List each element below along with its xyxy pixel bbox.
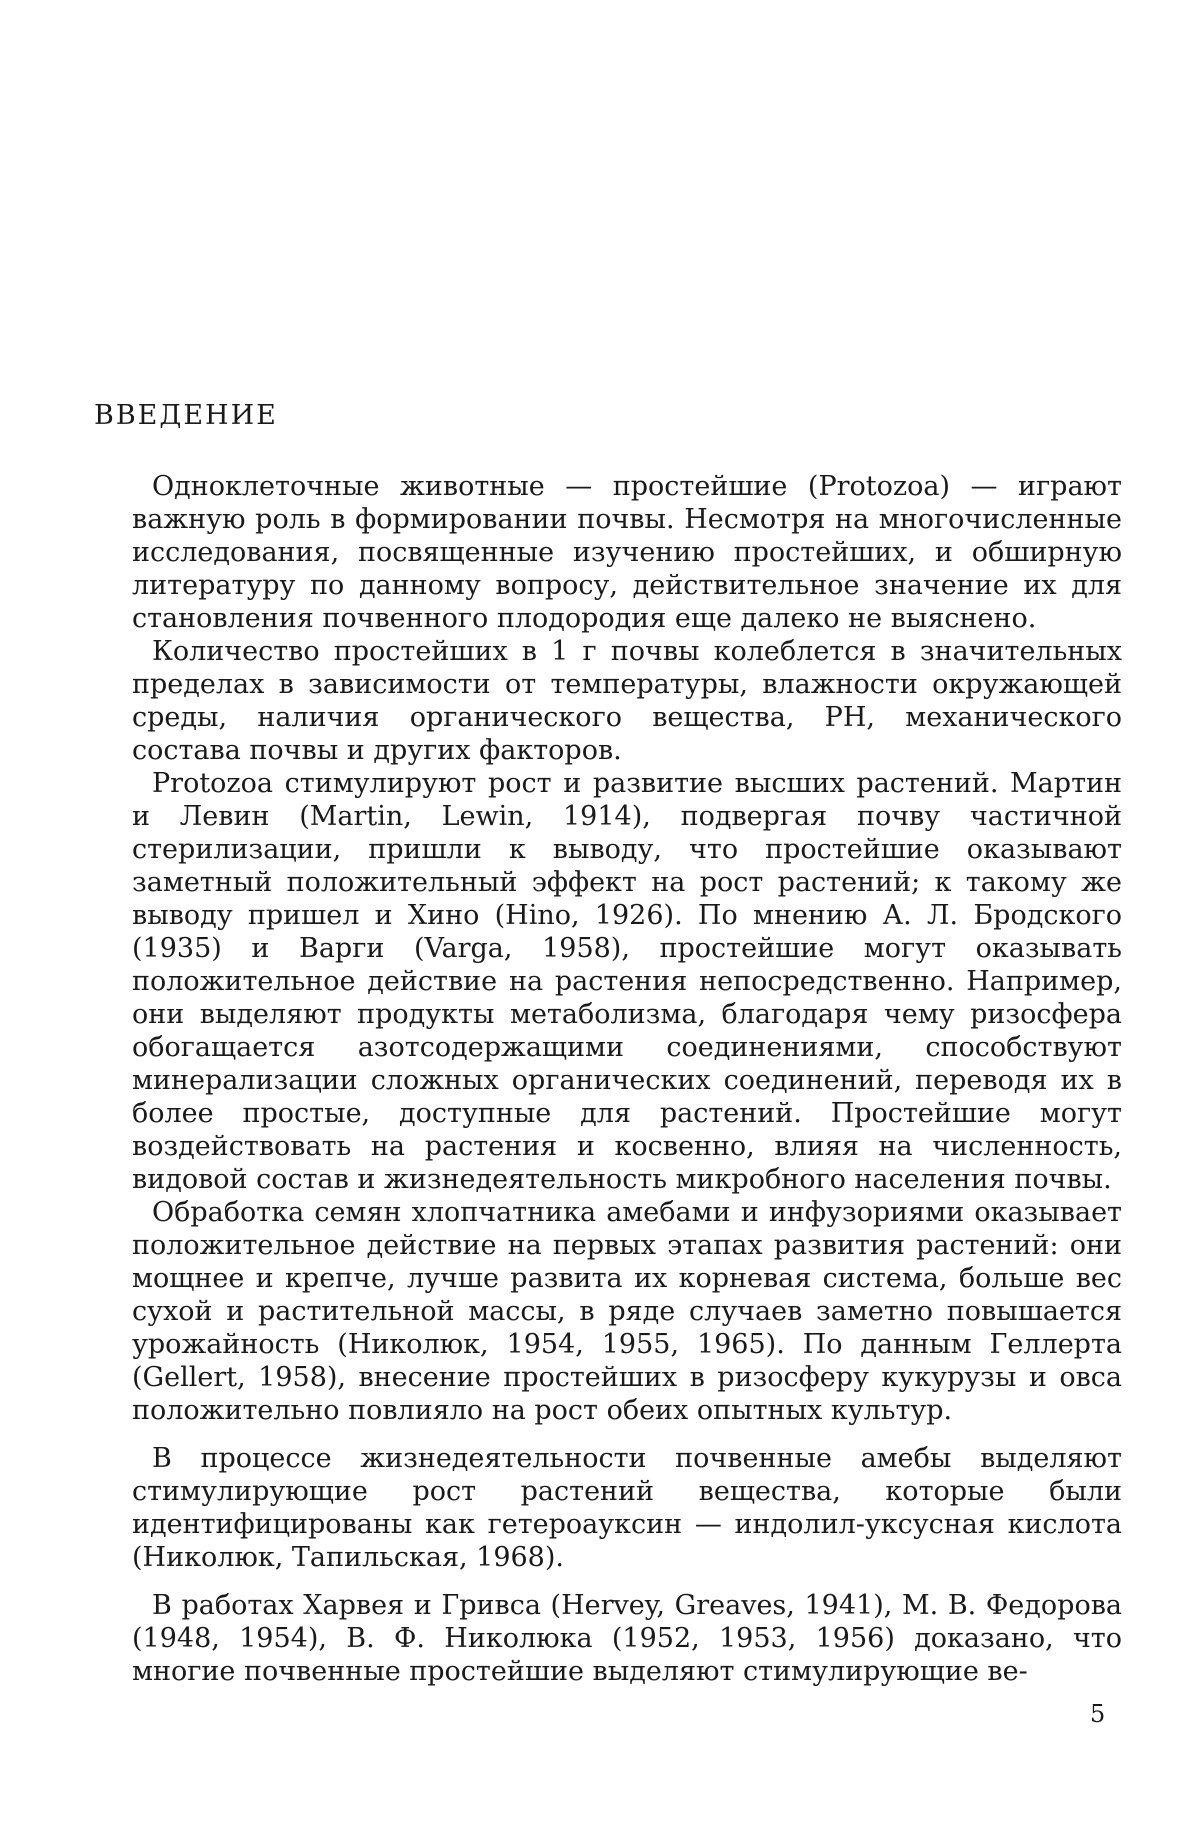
paragraph-2: Количество простейших в 1 г почвы колеблется в значительных пределах в зависимости от температуры, влажности окружающей среды, наличия органического вещества, PH, механического состава почвы и других факторов. bbox=[132, 636, 1122, 766]
paragraph-4: Обработка семян хлопчатника амебами и инфузориями оказывает положительное действие на первых этапах развития растений: они мощнее и крепче, лучше развита их корневая система, больше вес сухой и растительной массы, в ряде случаев заметно повышается урожайность (Николюк, 1954, 1955, 1965). По данным Геллерта (Gellert, 1958), внесение простейших в ризосферу кукурузы и овса положительно повлияло на рост обеих опытных культур. bbox=[132, 1197, 1122, 1426]
paragraph-6: В работах Харвея и Гривса (Hervey, Greaves, 1941), М. В. Федорова (1948, 1954), В. Ф. Николюка (1952, 1953, 1956) доказано, что многие почвенные простейшие выделяют стимулирующие ве- bbox=[132, 1590, 1122, 1687]
paragraph-3: Protozoa стимулируют рост и развитие высших растений. Мартин и Левин (Martin, Lewin, 1914), подвергая почву частичной стерилизации, пришли к выводу, что простейшие оказывают заметный положительный эффект на рост растений; к такому же выводу пришел и Хино (Hino, 1926). По мнению А. Л. Бродского (1935) и Варги (Varga, 1958), простейшие могут оказывать положительное действие на растения непосредственно. Например, они выделяют продукты метаболизма, благодаря чему ризосфера обогащается азотсодержащими соединениями, способствуют минерализации сложных органических соединений, переводя их в более простые, доступные для растений. Простейшие могут воздействовать на растения и косвенно, влияя на численность, видовой состав и жизнедеятельность микробного населения почвы. bbox=[132, 768, 1122, 1195]
paragraph-1: Одноклеточные животные — простейшие (Protozoa) — играют важную роль в формировании почвы. Несмотря на многочисленные исследования, посвященные изучению простейших, и обширную литературу по данному вопросу, действительное значение их для становления почвенного плодородия еще далеко не выяснено. bbox=[132, 471, 1122, 634]
body-text bbox=[132, 470, 1122, 1688]
paragraph-5: В процессе жизнедеятельности почвенные амебы выделяют стимулирующие рост растений вещества, которые были идентифицированы как гетероауксин — индолил-уксусная кислота (Николюк, Тапильская, 1968). bbox=[132, 1443, 1122, 1573]
section-heading: ВВЕДЕНИЕ bbox=[94, 400, 278, 431]
page-number: 5 bbox=[1090, 1700, 1106, 1728]
